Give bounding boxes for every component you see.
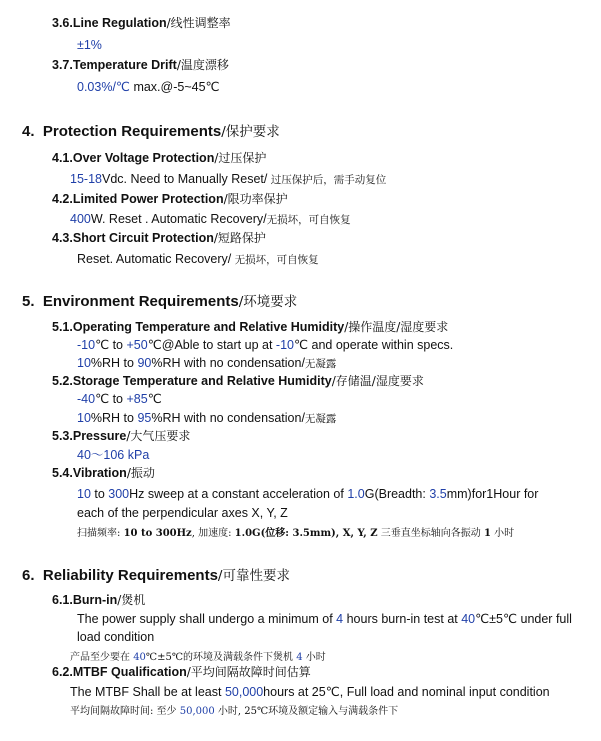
heading-5-4: 5.4.Vibration/振动 [52, 466, 155, 480]
section-5-heading: 5. Environment Requirements/环境要求 [22, 293, 298, 310]
burn-in-line-2: load condition [77, 630, 155, 644]
heading-5-3: 5.3.Pressure/大气压要求 [52, 429, 191, 443]
mtbf-line: The MTBF Shall be at least 50,000hours at 25℃, Full load and nominal input condition [70, 685, 550, 699]
vibration-cn-line: 扫描频率: 10 to 300Hz, 加速度: 1.0G(位移: 3.5mm), X, Y, Z 三垂直坐标轴向各振动 1 小时 [77, 528, 515, 539]
burn-in-cn-line: 产品至少要在 40℃±5℃的环境及满载条件下煲机 4 小时 [70, 652, 326, 663]
storage-temperature-line: -40℃ to +85℃ [77, 392, 162, 406]
heading-4-1: 4.1.Over Voltage Protection/过压保护 [52, 151, 267, 165]
heading-4-3: 4.3.Short Circuit Protection/短路保护 [52, 231, 266, 245]
storage-humidity-line: 10%RH to 95%RH with no condensation/无凝露 [77, 411, 337, 425]
heading-5-1: 5.1.Operating Temperature and Relative Humidity/操作温度/湿度要求 [52, 320, 449, 334]
operating-temperature-line: -10℃ to +50℃@Able to start up at -10℃ and operate within specs. [77, 338, 454, 352]
mtbf-cn-line: 平均间隔故障时间: 至少 50,000 小时, 25℃环境及额定输入与满载条件下 [70, 706, 399, 717]
pressure-value: 40～106 kPa [77, 448, 150, 462]
temperature-drift-value: 0.03%/℃ max.@-5~45℃ [77, 80, 220, 94]
heading-6-1: 6.1.Burn-in/煲机 [52, 593, 146, 607]
vibration-line-2: each of the perpendicular axes X, Y, Z [77, 506, 288, 520]
section-6-heading: 6. Reliability Requirements/可靠性要求 [22, 567, 290, 584]
scp-value: Reset. Automatic Recovery/ 无损坏，可自恢复 [77, 252, 319, 266]
heading-3-6: 3.6.Line Regulation/线性调整率 [52, 16, 231, 30]
heading-4-2: 4.2.Limited Power Protection/限功率保护 [52, 192, 288, 206]
vibration-line-1: 10 to 300Hz sweep at a constant acceleration of 1.0G(Breadth: 3.5mm)for1Hour for [77, 487, 539, 501]
section-4-heading: 4. Protection Requirements/保护要求 [22, 123, 280, 140]
heading-3-7: 3.7.Temperature Drift/温度漂移 [52, 58, 229, 72]
operating-humidity-line: 10%RH to 90%RH with no condensation/无凝露 [77, 356, 337, 370]
heading-6-2: 6.2.MTBF Qualification/平均间隔故障时间估算 [52, 665, 311, 679]
ovp-value: 15-18Vdc. Need to Manually Reset/ 过压保护后，需手动复位 [70, 172, 387, 186]
burn-in-line-1: The power supply shall undergo a minimum of 4 hours burn-in test at 40℃±5℃ under full [77, 612, 572, 626]
lpp-value: 400W. Reset . Automatic Recovery/无损坏，可自恢复 [70, 212, 351, 226]
heading-5-2: 5.2.Storage Temperature and Relative Humidity/存储温/湿度要求 [52, 374, 424, 388]
line-regulation-value: ±1% [77, 38, 102, 52]
